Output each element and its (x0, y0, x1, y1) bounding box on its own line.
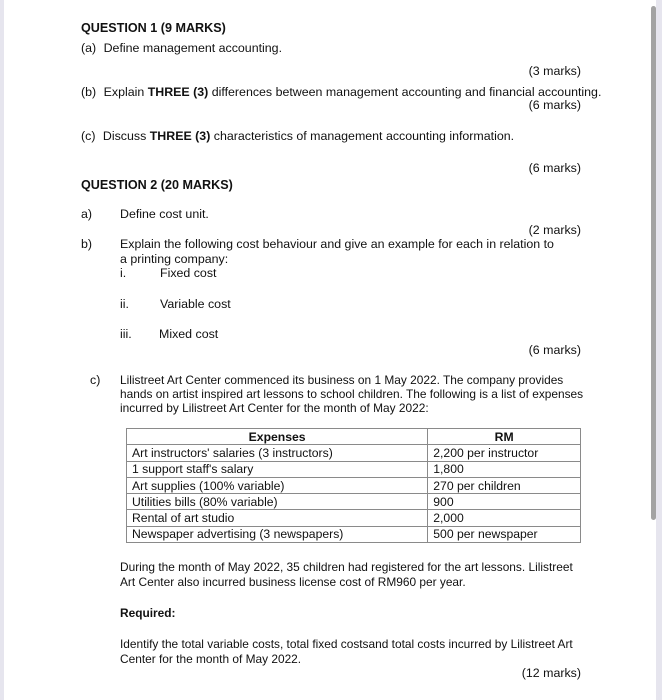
part-text-pre: Discuss (102, 129, 150, 143)
question-1c (81, 129, 514, 143)
part-label: (b) (81, 85, 97, 99)
question-1a-marks: (3 marks) (528, 64, 581, 78)
question-2c-marks: (12 marks) (521, 666, 581, 680)
question-2c-intro-line2: hands on artist inspired art lessons to school children. The following is a list of expenses (120, 387, 584, 401)
expenses-table (126, 428, 581, 543)
part-text-bold: THREE (3) (147, 85, 209, 99)
part-text: Define management accounting. (103, 41, 283, 55)
scrollbar-track[interactable] (656, 0, 662, 700)
required-text-line1: Identify the total variable costs, total fixed costsand total costs incurred by Lilistreet Art (120, 637, 573, 651)
question-1b-marks: (6 marks) (528, 98, 581, 112)
table-row (127, 494, 581, 510)
question-2c-intro-line1: Lilistreet Art Center commenced its business on 1 May 2022. The company provides (120, 373, 564, 387)
list-item-variable-cost: Variable cost (160, 297, 231, 311)
expense-name: Art instructors' salaries (3 instructors) (127, 445, 428, 461)
part-text-pre: Explain (103, 85, 148, 99)
table-row (127, 477, 581, 493)
question-2c-after-line2: Art Center also incurred business license cost of RM960 per year. (120, 575, 466, 589)
expense-amount: 2,200 per instructor (428, 445, 581, 461)
expense-amount: 2,000 (428, 510, 581, 526)
part-text-post: differences between management accounting and financial accounting. (208, 85, 602, 99)
expense-name: Utilities bills (80% variable) (127, 494, 428, 510)
question-2c-intro-line3: incurred by Lilistreet Art Center for the month of May 2022: (120, 401, 429, 415)
table-row (127, 526, 581, 542)
question-2a-marks: (2 marks) (528, 223, 581, 237)
scrollbar-thumb[interactable] (651, 6, 656, 520)
question-2c-after-line1: During the month of May 2022, 35 children had registered for the art lessons. Lilistreet (120, 560, 573, 574)
question-1c-marks: (6 marks) (528, 161, 581, 175)
expense-name: 1 support staff's salary (127, 461, 428, 477)
expense-amount: 500 per newspaper (428, 526, 581, 542)
part-label: (a) (81, 41, 97, 55)
expense-amount: 900 (428, 494, 581, 510)
question-2c-label: c) (90, 373, 101, 387)
table-row (127, 510, 581, 526)
column-header-expenses: Expenses (127, 429, 428, 445)
question-2b-text-line1: Explain the following cost behaviour and give an example for each in relation to (120, 237, 554, 251)
table-row (127, 445, 581, 461)
column-header-rm: RM (428, 429, 581, 445)
question-2-title: QUESTION 2 (20 MARKS) (81, 178, 233, 192)
page-left-border (0, 0, 4, 700)
list-numeral: i. (120, 266, 127, 280)
expense-name: Rental of art studio (127, 510, 428, 526)
part-label: (c) (81, 129, 96, 143)
table-header-row (127, 429, 581, 445)
list-item-mixed-cost: Mixed cost (159, 327, 219, 341)
list-item-fixed-cost: Fixed cost (160, 266, 217, 280)
expense-amount: 1,800 (428, 461, 581, 477)
question-1a (81, 41, 282, 55)
question-1-title: QUESTION 1 (9 MARKS) (81, 21, 226, 35)
question-2a-label: a) (81, 207, 93, 221)
part-text-post: characteristics of management accounting information. (210, 129, 515, 143)
question-2b-label: b) (81, 237, 93, 251)
table-row (127, 461, 581, 477)
question-2b-text-line2: a printing company: (120, 252, 229, 266)
question-2b-marks: (6 marks) (528, 343, 581, 357)
question-2a-text: Define cost unit. (120, 207, 209, 221)
expense-name: Newspaper advertising (3 newspapers) (127, 526, 428, 542)
expense-amount: 270 per children (428, 477, 581, 493)
question-1b (81, 85, 601, 99)
expense-name: Art supplies (100% variable) (127, 477, 428, 493)
list-numeral: ii. (120, 297, 129, 311)
list-numeral: iii. (120, 327, 132, 341)
part-text-bold: THREE (3) (149, 129, 211, 143)
required-text-line2: Center for the month of May 2022. (120, 652, 302, 666)
required-label: Required: (120, 606, 176, 620)
